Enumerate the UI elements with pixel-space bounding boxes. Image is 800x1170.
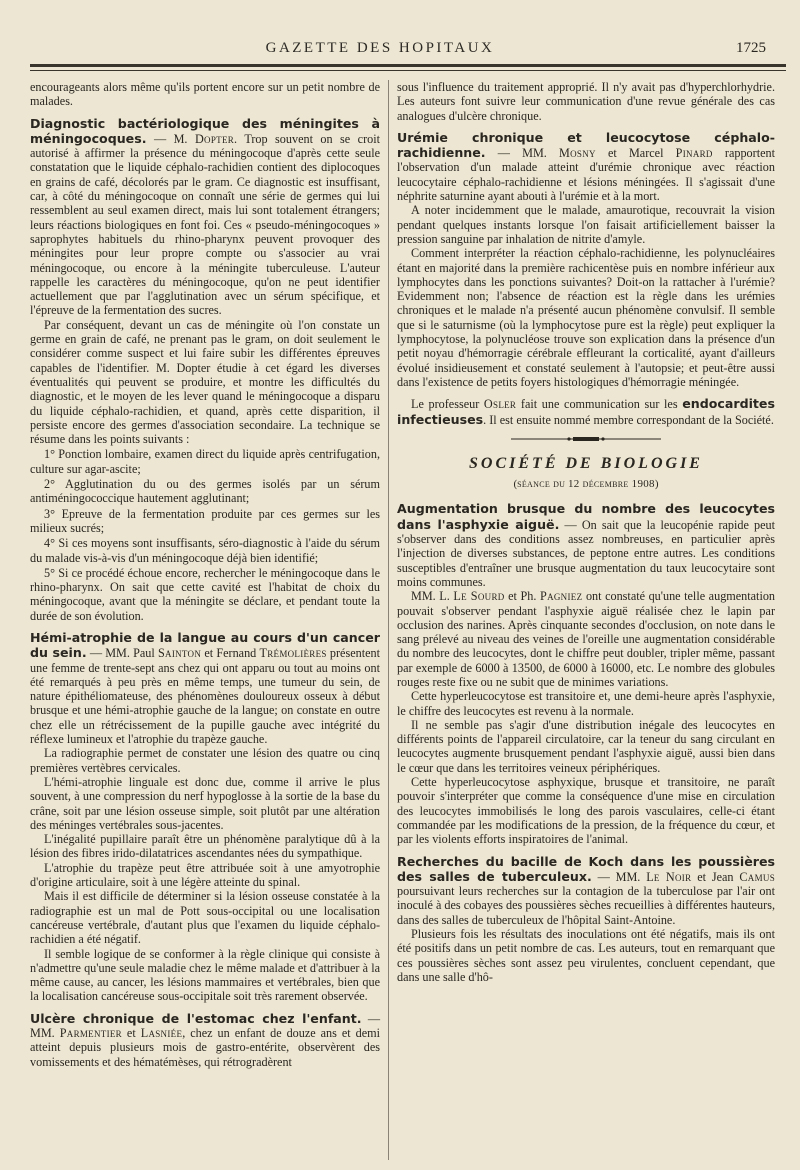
author-name: Mosny (559, 146, 596, 161)
article-title: Augmentation brusque du nombre des leucocytes dans l'asphyxie aiguë. (397, 501, 775, 532)
article-diagnostic (30, 116, 380, 318)
article-title: Ulcère chronique de l'estomac chez l'enfant. (30, 1010, 362, 1026)
header-rule-thin (30, 70, 786, 71)
author-dash: — MM. Paul (86, 646, 158, 661)
author-join: et Jean (691, 869, 740, 884)
author-name: Parmentier (59, 1026, 122, 1040)
ornament-rule (511, 435, 661, 443)
author-dash: — MM. (591, 869, 647, 884)
author-name: Lasniée (140, 1026, 183, 1040)
text: fait une communication sur les (516, 397, 683, 412)
list-item: 5° Si ce procédé échoue encore, rechercher le méningocoque dans le rhino-pharynx. On sait que cette cavité est l'habitat de choix du méningocoque, avant que la méningite se déclare, et pendant toute la durée de son évolution. (30, 565, 380, 623)
list-item: 1° Ponction lombaire, examen direct du liquide après centrifugation, culture sur agar-ascite; (30, 447, 380, 476)
continued-text: encourageants alors même qu'ils portent encore sur un petit nombre de malades. (30, 80, 380, 109)
article-ulcere (30, 1011, 380, 1069)
running-head (0, 40, 800, 62)
author-dash: — M. (146, 131, 195, 146)
author-name: Camus (739, 869, 775, 884)
list-item: 3° Epreuve de la fermentation produite par ces germes sur les milieux sucrés; (30, 506, 380, 535)
paragraph: Il ne semble pas s'agir d'une distribution inégale des leucocytes en différents points de l'appareil circulatoire, car la teneur du sang circulant en leucocytes augmente brusquement pendant l'asphyxie aiguë, aussi bien dans le cœur que dans les territoires veineux périphériques. (397, 717, 775, 775)
journal-title: GAZETTE DES HOPITAUX (265, 40, 495, 56)
paragraph: Comment interpréter la réaction céphalo-rachidienne, les polynucléaires étant en majorité dans la première rachicentèse puis en nombre inférieur aux lymphocytes dans les ponctions suivantes? Doit-on la rattacher à l'urémie? Evidemment non; l'absence de réaction est la règle dans les urémies chroniques et le malade n'a présenté aucun phénomène convulsif. Il semble que si le saturnisme (où la lymphocytose pure est la règle) peut expliquer la lymphocytose, la polynucléose trouve son explication dans la présence d'un petit noyau d'hémorragie cérébrale effleurant la corticalité, ayant d'ailleurs évolué insidieusement et constaté seulement à l'autopsie; et peut-être aussi dans l'existence de petits foyers histologiques d'hémorragie méningée. (397, 246, 775, 389)
left-column (30, 80, 380, 1069)
author-name: Dopter (194, 131, 235, 146)
paragraph: Plusieurs fois les résultats des inoculations ont été négatifs, mais ils ont été positifs dans un petit nombre de cas. Les auteurs, tout en remarquant que ces poussières sèches sont assez peu virulentes, concluent cependant, que dans une salle d'hô- (397, 927, 775, 984)
article-title: Urémie chronique et leucocytose céphalo-rachidienne. (397, 129, 775, 161)
paragraph: A noter incidemment que le malade, amaurotique, recouvrait la vision pendant quelques instants lorsque l'on faisait artificiellement baisser la pression sanguine par inhalation de nitrite d'amyle. (397, 203, 775, 246)
author-name: Le Noir (646, 869, 692, 884)
article-title: Recherches du bacille de Koch dans les poussières des salles de tuberculeux. (397, 853, 775, 884)
header-rule-thick (30, 64, 786, 67)
article-uremie (397, 130, 775, 203)
list-item: 4° Si ces moyens sont insuffisants, séro-diagnostic à l'aide du sérum du malade vis-à-vis d'un méningocoque déjà bien identifié; (30, 536, 380, 565)
article-body: — On sait que la leucopénie rapide peut s'observer dans des conditions assez nombreuses, en particulier après l'injection de diverses substances, de peptone entre autres. Les conditions susceptibles d'entraîner une brusque augmentation du taux leucocytaire sont moins communes. (397, 517, 776, 589)
section-title: SOCIÉTÉ DE BIOLOGIE (469, 454, 703, 472)
article-body: . Trop souvent on se croit autorisé à affirmer la présence du méningocoque d'après cette seule constatation que le liquide céphalo-rachidien contient des diplocoques en grains de café, décolorés par le gram. Ce diagnostic est insuffisant, car, à côté du méningocoque on connaît une série de germes qui lui ressemblent au seul examen direct, mais lui sont totalement étrangers; leurs réactions biologiques en font foi. Ces « pseudo-méningocoques » saprophytes habituels du rhino-pharynx peuvent provoquer des méningites pour leur propre compte ou s'associer au vrai méningocoque, ou encore à la méningite tuberculeuse. L'auteur rappelle les caractères du méningocoque, qu'on ne peut identifier actuellement que par l'agglutination avec un sérum spécifique, et l'épreuve de la fermentation des sucres. (30, 131, 380, 318)
text: MM. L. (411, 589, 454, 604)
article-koch (397, 854, 775, 927)
author-name: Le Sourd (453, 589, 505, 604)
author-name: Pinard (675, 146, 713, 161)
article-augmentation (397, 501, 775, 589)
author-join: et Marcel (595, 146, 676, 161)
paragraph: Cette hyperleucocytose est transitoire et, une demi-heure après l'asphyxie, le chiffre des leucocytes est revenu à la normale. (397, 689, 775, 718)
page-number: 1725 (736, 40, 766, 56)
paragraph: L'inégalité pupillaire paraît être un phénomène paralytique dû à la lésion des fibres irido-dilatatrices ascendantes nées du sympathique. (30, 832, 380, 861)
author-dash: — MM. (485, 146, 559, 161)
right-column (397, 80, 775, 984)
article-body: présentent une femme de trente-sept ans chez qui ont apparu ou tout au moins ont été remarqués à peu près en même temps, une tumeur du sein, de nature épithéliomateuse, des phénomènes douloureux osseux à début brusque et une hémi-atrophie gauche de la langue; on constate en outre chez elle un rétrécissement de la pupille gauche avec intégrité du réflexe lumineux et l'atrophie du trapèze gauche. (30, 646, 380, 747)
article-title: Diagnostic bactériologique des méningites à méningocoques. (30, 115, 380, 146)
paragraph (397, 589, 775, 689)
paragraph: L'atrophie du trapèze peut être attribuée soit à une amyotrophie d'origine articulaire, soit à une légère atteinte du spinal. (30, 860, 380, 890)
author-join: et (121, 1026, 141, 1040)
paragraph: Mais il est difficile de déterminer si la lésion osseuse constatée à la radiographie est un mal de Pott sous-occipital ou une localisation cancéreuse vertébrale, d'autant plus que l'examen du liquide céphalo-rachidien a été négatif. (30, 889, 380, 947)
paragraph: Par conséquent, devant un cas de méningite où l'on constate un germe en grain de café, ne prenant pas le gram, on doit seulement le considérer comme suspect et lui faire subir les différentes épreuves capables de l'identifier. M. Dopter étudie à cet égard les diverses éventualités qui peuvent se produire, et montre les difficultés du diagnostic, et le moyen de les lever quand le méningocoque a disparu du liquide céphalo-rachidien, et quand, après cette disparition, il persiste encore des germes d'association secondaire. La technique se résume dans les points suivants : (30, 317, 380, 447)
text: ont constaté qu'une telle augmentation pouvait s'observer pendant l'asphyxie aiguë réalisée chez le lapin par occlusion des narines. Après cinquante secondes d'occlusion, on note dans le sang prélevé au niveau des veines de l'oreille une augmentation considérable du nombre des leucocytes, dont le chiffre peut doubler, tripler même, passant par exemple de 6000 à 13500, de 6000 à 16000, etc. Le nombre des globules rouges reste fixe ou ne subit que de minimes variations. (397, 589, 776, 689)
osler-note (397, 396, 775, 427)
article-body: poursuivant leurs recherches sur la contagion de la tuberculose par l'air ont inoculé à des cobayes des poussières sèches recueillies à différentes hauteurs, dans des salles de tuberculeux de l'hôpital Saint-Antoine. (397, 884, 775, 927)
article-title: Hémi-atrophie de la langue au cours d'un cancer du sein. (30, 629, 380, 661)
article-body: , chez un enfant de douze ans et demi atteint depuis plusieurs mois de gastro-entérite, observèrent des vomissements et des hématémèses, qui rétrogradèrent (30, 1026, 380, 1069)
text: et Ph. (504, 589, 540, 604)
author-name: Sainton (157, 646, 202, 661)
author-name: Osler (483, 397, 517, 412)
column-divider (388, 80, 389, 1160)
paragraph: Cette hyperleucocytose asphyxique, brusque et transitoire, ne paraît pouvoir s'interpréter que comme la conséquence d'une mise en circulation des leucocytes immobilisés le long des parois vasculaires, celle-ci étant commandée par les modifications de la pression, de la fréquence du cœur, et par les violents efforts inspiratoires de l'animal. (397, 775, 775, 847)
author-join: et Fernand (201, 646, 260, 661)
author-name: Pagniez (540, 589, 583, 604)
topic-bold: endocardites infectieuses (397, 396, 775, 427)
text: . Il est ensuite nommé membre correspondant de la Société. (483, 412, 774, 427)
session-label: séance du (517, 478, 566, 491)
text: Le professeur (411, 397, 484, 412)
paragraph: La radiographie permet de constater une lésion des quatre ou cinq premières vertèbres cervicales. (30, 746, 380, 775)
author-name: Trémolières (259, 646, 327, 661)
paragraph: Il semble logique de se conformer à la règle clinique qui consiste à n'admettre qu'une seule maladie chez le même malade et d'attribuer à la même cause, au cancer, les lésions mammaires et vertébrales, bien que la localisation cancéreuse sous-occipitale soit très rarement observée. (30, 946, 380, 1004)
article-hemi-atrophie (30, 630, 380, 746)
session-date-value: 12 décembre 1908 (568, 478, 655, 491)
continued-text: sous l'influence du traitement approprié. Il n'y avait pas d'hyperchlorhydrie. Les auteurs font suivre leur communication d'une revue générale des cas analogues d'ulcère chronique. (397, 80, 775, 123)
author-dash: — MM. (30, 1011, 381, 1040)
session-date: (séance du 12 décembre 1908) (513, 478, 659, 491)
list-item: 2° Agglutination du ou des germes isolés par un sérum antiméningococcique hautement agglutinant; (30, 477, 380, 506)
article-body: rapportent l'observation d'un malade atteint d'urémie chronique avec réaction leucocytaire céphalo-rachidienne et lésions méningées. Il s'agissait d'une néphrite saturnine ayant abouti à l'urémie et à la mort. (397, 146, 775, 204)
paragraph: L'hémi-atrophie linguale est donc due, comme il arrive le plus souvent, à une compression du nerf hypoglosse à la sortie de la base du crâne, soit par une lésion osseuse simple, soit plutôt par une altération des méninges vertébrales sous-jacentes. (30, 774, 380, 832)
